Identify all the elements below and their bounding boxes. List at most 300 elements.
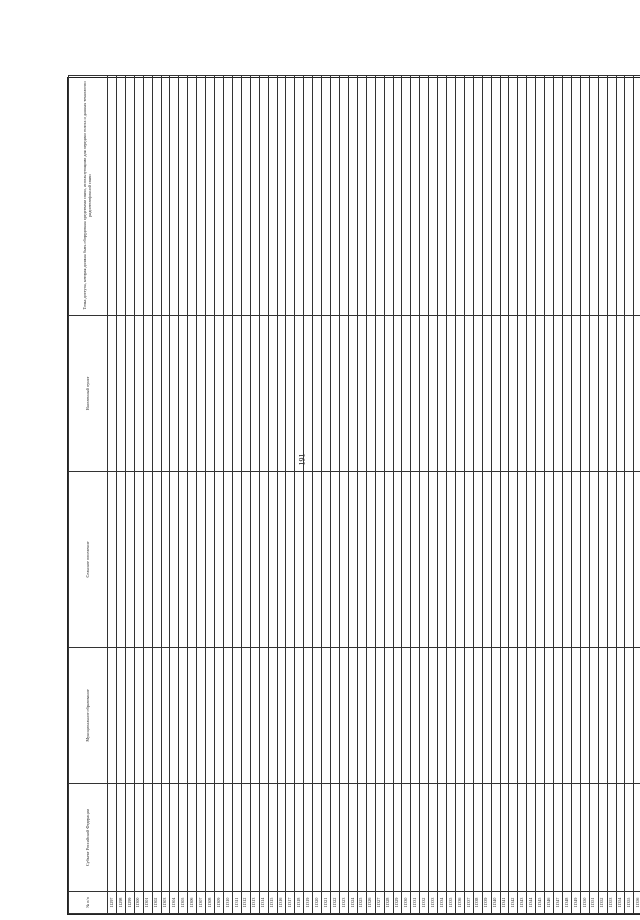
table-row: [313, 76, 322, 914]
cell-municipality: [509, 648, 518, 784]
cell-access: [152, 76, 161, 316]
cell-point: [536, 316, 545, 472]
cell-municipality: [607, 648, 616, 784]
cell-municipality: [429, 648, 438, 784]
table-row: [464, 76, 473, 914]
cell-settlement: [464, 472, 473, 648]
table-row: [429, 76, 438, 914]
cell-point: [580, 316, 589, 472]
cell-municipality: [518, 648, 527, 784]
cell-settlement: [232, 472, 241, 648]
cell-subject: [125, 784, 134, 892]
cell-municipality: [108, 648, 117, 784]
cell-subject: [491, 784, 500, 892]
cell-settlement: [179, 472, 188, 648]
cell-municipality: [268, 648, 277, 784]
cell-num: 11303: [161, 892, 170, 914]
cell-municipality: [402, 648, 411, 784]
cell-num: 11316: [277, 892, 286, 914]
cell-access: [616, 76, 625, 316]
table-row: [518, 76, 527, 914]
cell-num: 11320: [313, 892, 322, 914]
cell-municipality: [170, 648, 179, 784]
cell-municipality: [616, 648, 625, 784]
cell-num: 11344: [527, 892, 536, 914]
table-row: [509, 76, 518, 914]
cell-subject: [357, 784, 366, 892]
cell-subject: [197, 784, 206, 892]
cell-num: 11327: [375, 892, 384, 914]
cell-num: 11345: [536, 892, 545, 914]
table-row: [286, 76, 295, 914]
cell-access: [366, 76, 375, 316]
cell-point: [206, 316, 215, 472]
table-body: [108, 76, 640, 914]
table-row: [241, 76, 250, 914]
cell-point: [304, 316, 313, 472]
cell-subject: [509, 784, 518, 892]
table-row: [482, 76, 491, 914]
table-row: [447, 76, 456, 914]
cell-municipality: [348, 648, 357, 784]
cell-municipality: [125, 648, 134, 784]
cell-point: [554, 316, 563, 472]
cell-num: 11337: [464, 892, 473, 914]
cell-municipality: [277, 648, 286, 784]
cell-municipality: [143, 648, 152, 784]
cell-point: [125, 316, 134, 472]
cell-access: [402, 76, 411, 316]
cell-num: 11318: [295, 892, 304, 914]
cell-municipality: [116, 648, 125, 784]
cell-access: [232, 76, 241, 316]
table-row: [348, 76, 357, 914]
cell-subject: [473, 784, 482, 892]
cell-point: [464, 316, 473, 472]
table-row: [108, 76, 117, 914]
cell-access: [223, 76, 232, 316]
cell-num: 11331: [411, 892, 420, 914]
cell-access: [384, 76, 393, 316]
table-row: [277, 76, 286, 914]
cell-point: [179, 316, 188, 472]
cell-num: 11319: [304, 892, 313, 914]
cell-num: 11306: [188, 892, 197, 914]
table-row: [143, 76, 152, 914]
cell-num: 11299: [125, 892, 134, 914]
cell-settlement: [527, 472, 536, 648]
cell-access: [277, 76, 286, 316]
cell-num: 11351: [589, 892, 598, 914]
cell-settlement: [108, 472, 117, 648]
table-row: [402, 76, 411, 914]
cell-point: [331, 316, 340, 472]
cell-point: [500, 316, 509, 472]
cell-subject: [188, 784, 197, 892]
cell-municipality: [179, 648, 188, 784]
cell-municipality: [331, 648, 340, 784]
table-row: [179, 76, 188, 914]
cell-subject: [206, 784, 215, 892]
cell-municipality: [393, 648, 402, 784]
cell-municipality: [455, 648, 464, 784]
cell-settlement: [634, 472, 640, 648]
cell-municipality: [339, 648, 348, 784]
cell-point: [455, 316, 464, 472]
table-row: [259, 76, 268, 914]
cell-settlement: [322, 472, 331, 648]
cell-point: [322, 316, 331, 472]
cell-municipality: [598, 648, 607, 784]
table-row: [223, 76, 232, 914]
cell-num: 11311: [232, 892, 241, 914]
table-row: [634, 76, 640, 914]
cell-point: [518, 316, 527, 472]
cell-settlement: [295, 472, 304, 648]
cell-municipality: [286, 648, 295, 784]
cell-point: [589, 316, 598, 472]
cell-subject: [116, 784, 125, 892]
cell-point: [598, 316, 607, 472]
cell-num: 11298: [116, 892, 125, 914]
cell-municipality: [625, 648, 634, 784]
cell-num: 11346: [545, 892, 554, 914]
cell-num: 11297: [108, 892, 117, 914]
table-row: [116, 76, 125, 914]
cell-municipality: [571, 648, 580, 784]
cell-settlement: [277, 472, 286, 648]
cell-settlement: [616, 472, 625, 648]
cell-settlement: [375, 472, 384, 648]
cell-settlement: [429, 472, 438, 648]
cell-point: [545, 316, 554, 472]
cell-access: [268, 76, 277, 316]
cell-num: 11315: [268, 892, 277, 914]
table-header-row: [69, 76, 108, 914]
cell-point: [188, 316, 197, 472]
table-row: [331, 76, 340, 914]
cell-settlement: [152, 472, 161, 648]
cell-settlement: [491, 472, 500, 648]
cell-num: 11332: [420, 892, 429, 914]
cell-access: [313, 76, 322, 316]
cell-num: 11336: [455, 892, 464, 914]
table-row: [170, 76, 179, 914]
cell-access: [607, 76, 616, 316]
cell-num: 11335: [447, 892, 456, 914]
cell-point: [250, 316, 259, 472]
cell-point: [152, 316, 161, 472]
cell-point: [447, 316, 456, 472]
cell-num: 11348: [563, 892, 572, 914]
cell-settlement: [545, 472, 554, 648]
cell-subject: [108, 784, 117, 892]
table-row: [536, 76, 545, 914]
cell-settlement: [438, 472, 447, 648]
cell-num: 11330: [402, 892, 411, 914]
table-row: [554, 76, 563, 914]
cell-num: 11307: [197, 892, 206, 914]
cell-municipality: [215, 648, 224, 784]
cell-access: [580, 76, 589, 316]
cell-subject: [304, 784, 313, 892]
cell-settlement: [197, 472, 206, 648]
cell-settlement: [116, 472, 125, 648]
cell-num: 11343: [518, 892, 527, 914]
cell-point: [215, 316, 224, 472]
cell-settlement: [402, 472, 411, 648]
table-row: [322, 76, 331, 914]
table-row: [215, 76, 224, 914]
cell-num: 11349: [571, 892, 580, 914]
cell-settlement: [607, 472, 616, 648]
cell-access: [598, 76, 607, 316]
cell-municipality: [563, 648, 572, 784]
settlements-table: [68, 75, 640, 914]
cell-subject: [170, 784, 179, 892]
cell-settlement: [455, 472, 464, 648]
table-row: [125, 76, 134, 914]
header-access: Точка доступа, которая должна быть оборудована средствами связи, использующими для передачи голоса и данных технологии радиотелефонной связи: [69, 76, 108, 316]
cell-municipality: [473, 648, 482, 784]
cell-access: [170, 76, 179, 316]
cell-subject: [366, 784, 375, 892]
cell-settlement: [348, 472, 357, 648]
cell-subject: [607, 784, 616, 892]
cell-num: 11322: [331, 892, 340, 914]
cell-point: [116, 316, 125, 472]
table-row: [375, 76, 384, 914]
cell-point: [223, 316, 232, 472]
cell-settlement: [384, 472, 393, 648]
cell-access: [411, 76, 420, 316]
cell-access: [509, 76, 518, 316]
cell-subject: [143, 784, 152, 892]
cell-num: 11323: [339, 892, 348, 914]
cell-settlement: [188, 472, 197, 648]
cell-subject: [384, 784, 393, 892]
cell-point: [143, 316, 152, 472]
cell-access: [143, 76, 152, 316]
cell-access: [500, 76, 509, 316]
cell-access: [286, 76, 295, 316]
cell-access: [429, 76, 438, 316]
cell-municipality: [197, 648, 206, 784]
cell-subject: [429, 784, 438, 892]
table-row: [455, 76, 464, 914]
cell-access: [215, 76, 224, 316]
cell-settlement: [500, 472, 509, 648]
table-row: [393, 76, 402, 914]
table-row: [152, 76, 161, 914]
cell-point: [170, 316, 179, 472]
cell-municipality: [438, 648, 447, 784]
cell-subject: [482, 784, 491, 892]
cell-subject: [393, 784, 402, 892]
cell-municipality: [464, 648, 473, 784]
cell-subject: [563, 784, 572, 892]
cell-point: [259, 316, 268, 472]
cell-access: [331, 76, 340, 316]
cell-num: 11356: [634, 892, 640, 914]
cell-num: 11352: [598, 892, 607, 914]
cell-point: [161, 316, 170, 472]
cell-num: 11308: [206, 892, 215, 914]
cell-point: [313, 316, 322, 472]
cell-access: [554, 76, 563, 316]
cell-municipality: [250, 648, 259, 784]
cell-subject: [500, 784, 509, 892]
cell-num: 11353: [607, 892, 616, 914]
cell-num: 11312: [241, 892, 250, 914]
cell-access: [295, 76, 304, 316]
cell-point: [241, 316, 250, 472]
cell-settlement: [473, 472, 482, 648]
cell-settlement: [366, 472, 375, 648]
cell-municipality: [304, 648, 313, 784]
table-row: [232, 76, 241, 914]
cell-settlement: [304, 472, 313, 648]
cell-point: [348, 316, 357, 472]
cell-access: [116, 76, 125, 316]
cell-point: [634, 316, 640, 472]
cell-municipality: [554, 648, 563, 784]
cell-subject: [348, 784, 357, 892]
cell-settlement: [268, 472, 277, 648]
cell-access: [473, 76, 482, 316]
cell-num: 11328: [384, 892, 393, 914]
cell-subject: [536, 784, 545, 892]
cell-settlement: [589, 472, 598, 648]
cell-num: 11329: [393, 892, 402, 914]
cell-access: [438, 76, 447, 316]
cell-subject: [571, 784, 580, 892]
cell-settlement: [161, 472, 170, 648]
cell-subject: [634, 784, 640, 892]
header-municipality: Муниципальное образование: [69, 648, 108, 784]
cell-municipality: [206, 648, 215, 784]
cell-settlement: [170, 472, 179, 648]
cell-settlement: [250, 472, 259, 648]
cell-subject: [420, 784, 429, 892]
cell-subject: [589, 784, 598, 892]
cell-point: [571, 316, 580, 472]
cell-subject: [134, 784, 143, 892]
table-row: [625, 76, 634, 914]
table-row: [616, 76, 625, 914]
cell-settlement: [536, 472, 545, 648]
cell-municipality: [241, 648, 250, 784]
cell-num: 11317: [286, 892, 295, 914]
cell-subject: [286, 784, 295, 892]
table-row: [420, 76, 429, 914]
cell-settlement: [206, 472, 215, 648]
cell-point: [134, 316, 143, 472]
cell-access: [482, 76, 491, 316]
cell-num: 11347: [554, 892, 563, 914]
cell-access: [393, 76, 402, 316]
cell-num: 11350: [580, 892, 589, 914]
cell-point: [509, 316, 518, 472]
table-row: [411, 76, 420, 914]
cell-num: 11305: [179, 892, 188, 914]
cell-num: 11354: [616, 892, 625, 914]
cell-access: [259, 76, 268, 316]
cell-num: 11333: [429, 892, 438, 914]
table-row: [384, 76, 393, 914]
cell-access: [108, 76, 117, 316]
cell-subject: [179, 784, 188, 892]
cell-municipality: [161, 648, 170, 784]
table-row: [197, 76, 206, 914]
cell-settlement: [286, 472, 295, 648]
cell-access: [455, 76, 464, 316]
cell-municipality: [223, 648, 232, 784]
cell-point: [429, 316, 438, 472]
cell-num: 11324: [348, 892, 357, 914]
cell-settlement: [134, 472, 143, 648]
table-row: [598, 76, 607, 914]
cell-subject: [625, 784, 634, 892]
page-number: 191: [297, 453, 307, 466]
cell-settlement: [598, 472, 607, 648]
cell-municipality: [491, 648, 500, 784]
cell-point: [339, 316, 348, 472]
cell-num: 11339: [482, 892, 491, 914]
cell-subject: [464, 784, 473, 892]
cell-num: 11341: [500, 892, 509, 914]
cell-settlement: [411, 472, 420, 648]
cell-num: 11300: [134, 892, 143, 914]
table-row: [491, 76, 500, 914]
cell-access: [571, 76, 580, 316]
cell-subject: [545, 784, 554, 892]
cell-settlement: [313, 472, 322, 648]
cell-access: [518, 76, 527, 316]
cell-settlement: [331, 472, 340, 648]
cell-access: [589, 76, 598, 316]
cell-point: [420, 316, 429, 472]
table-row: [134, 76, 143, 914]
cell-municipality: [536, 648, 545, 784]
cell-num: 11301: [143, 892, 152, 914]
cell-settlement: [482, 472, 491, 648]
cell-municipality: [295, 648, 304, 784]
cell-subject: [259, 784, 268, 892]
cell-municipality: [589, 648, 598, 784]
cell-settlement: [393, 472, 402, 648]
table-row: [161, 76, 170, 914]
cell-num: 11340: [491, 892, 500, 914]
table-row: [304, 76, 313, 914]
cell-settlement: [554, 472, 563, 648]
cell-settlement: [518, 472, 527, 648]
cell-point: [375, 316, 384, 472]
cell-num: 11321: [322, 892, 331, 914]
table-row: [589, 76, 598, 914]
cell-settlement: [357, 472, 366, 648]
cell-subject: [223, 784, 232, 892]
cell-settlement: [571, 472, 580, 648]
cell-point: [286, 316, 295, 472]
cell-point: [607, 316, 616, 472]
cell-municipality: [420, 648, 429, 784]
cell-settlement: [125, 472, 134, 648]
cell-point: [295, 316, 304, 472]
cell-num: 11314: [259, 892, 268, 914]
cell-num: 11325: [357, 892, 366, 914]
cell-municipality: [188, 648, 197, 784]
